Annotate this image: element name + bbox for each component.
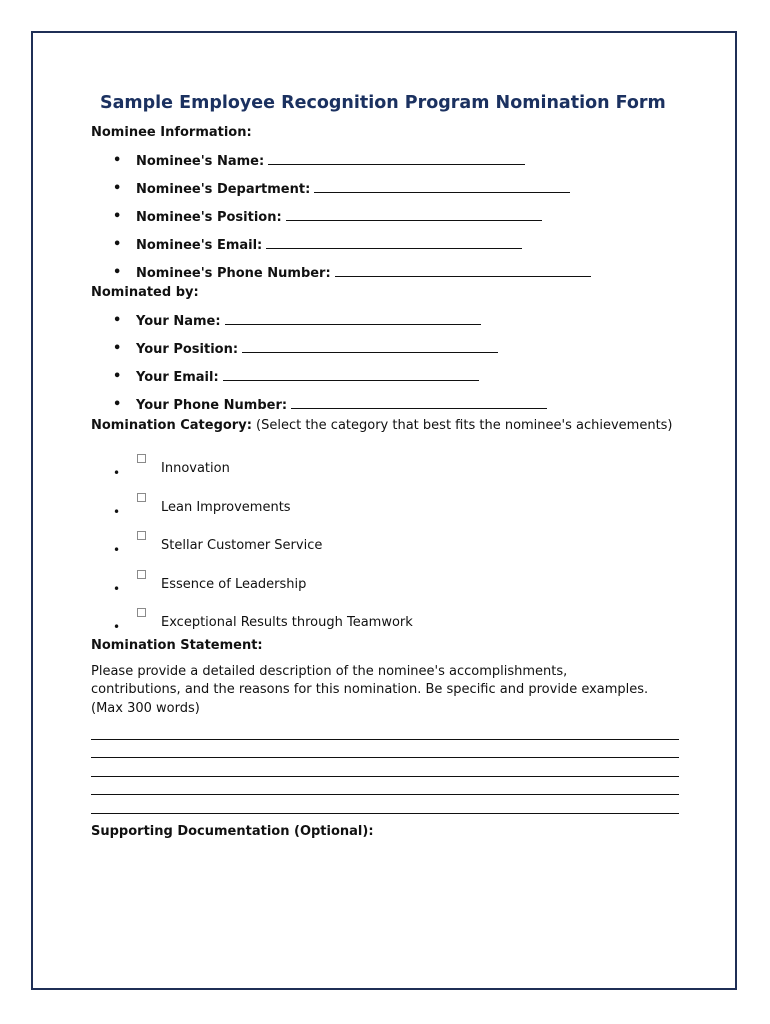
category-option-innovation[interactable]: • Innovation (91, 451, 691, 490)
statement-line[interactable] (91, 721, 679, 740)
bullet: • (113, 620, 121, 634)
statement-heading: Nomination Statement: (91, 637, 263, 653)
your-phone-blank[interactable] (291, 396, 547, 409)
page-title: Sample Employee Recognition Program Nomination Form (100, 93, 666, 113)
nominee-email-blank[interactable] (266, 236, 522, 249)
your-position-blank[interactable] (242, 340, 498, 353)
checkbox[interactable] (137, 570, 146, 579)
nominee-position-blank[interactable] (286, 208, 542, 221)
category-option-lean-improvements[interactable]: • Lean Improvements (91, 490, 691, 529)
statement-line[interactable] (91, 758, 679, 777)
nominee-department-blank[interactable] (314, 180, 570, 193)
your-email-blank[interactable] (223, 368, 479, 381)
nominee-phone-blank[interactable] (335, 264, 591, 277)
your-name-field[interactable]: • Your Name: (91, 312, 691, 340)
bullet: • (113, 581, 121, 596)
bullet: • (113, 466, 121, 480)
nominee-section-heading: Nominee Information: (91, 125, 252, 140)
nominator-field-list (91, 312, 691, 424)
category-option-leadership[interactable]: • Essence of Leadership (91, 567, 691, 606)
nominator-section-heading: Nominated by: (91, 285, 199, 300)
your-position-field[interactable]: • Your Position: (91, 340, 691, 368)
category-option-customer-service[interactable]: • Stellar Customer Service (91, 528, 691, 567)
form-content (91, 92, 691, 841)
your-phone-field[interactable]: • Your Phone Number: (91, 396, 691, 424)
checkbox[interactable] (137, 608, 146, 617)
nominee-name-field[interactable]: • Nominee's Name: (91, 152, 691, 180)
statement-line[interactable] (91, 777, 679, 796)
nominee-position-field[interactable]: • Nominee's Position: (91, 208, 691, 236)
your-email-field[interactable]: • Your Email: (91, 368, 691, 396)
nominee-field-list (91, 152, 691, 292)
category-option-teamwork[interactable]: • Exceptional Results through Teamwork (91, 605, 691, 644)
bullet: • (113, 504, 121, 519)
supporting-heading: Supporting Documentation (Optional): (91, 823, 374, 839)
category-options (91, 451, 691, 644)
statement-lines[interactable] (91, 721, 691, 814)
category-heading-label: Nomination Category: (91, 418, 252, 433)
statement-line[interactable] (91, 795, 679, 814)
checkbox[interactable] (137, 493, 146, 502)
checkbox[interactable] (137, 454, 146, 463)
category-instruction: (Select the category that best fits the nominee's achievements) (251, 418, 673, 433)
nominee-phone-field[interactable]: • Nominee's Phone Number: (91, 264, 691, 292)
checkbox[interactable] (137, 531, 146, 540)
nominee-name-blank[interactable] (268, 152, 525, 165)
statement-instruction: Please provide a detailed description of the nominee's accomplishments, contributions, and the reasons for this nomination. Be specific and provide examples. (Max 300 words) (91, 663, 649, 716)
your-name-blank[interactable] (225, 312, 481, 325)
bullet: • (113, 543, 121, 557)
nominee-department-field[interactable]: • Nominee's Department: (91, 180, 691, 208)
statement-line[interactable] (91, 740, 679, 759)
nominee-email-field[interactable]: • Nominee's Email: (91, 236, 691, 264)
